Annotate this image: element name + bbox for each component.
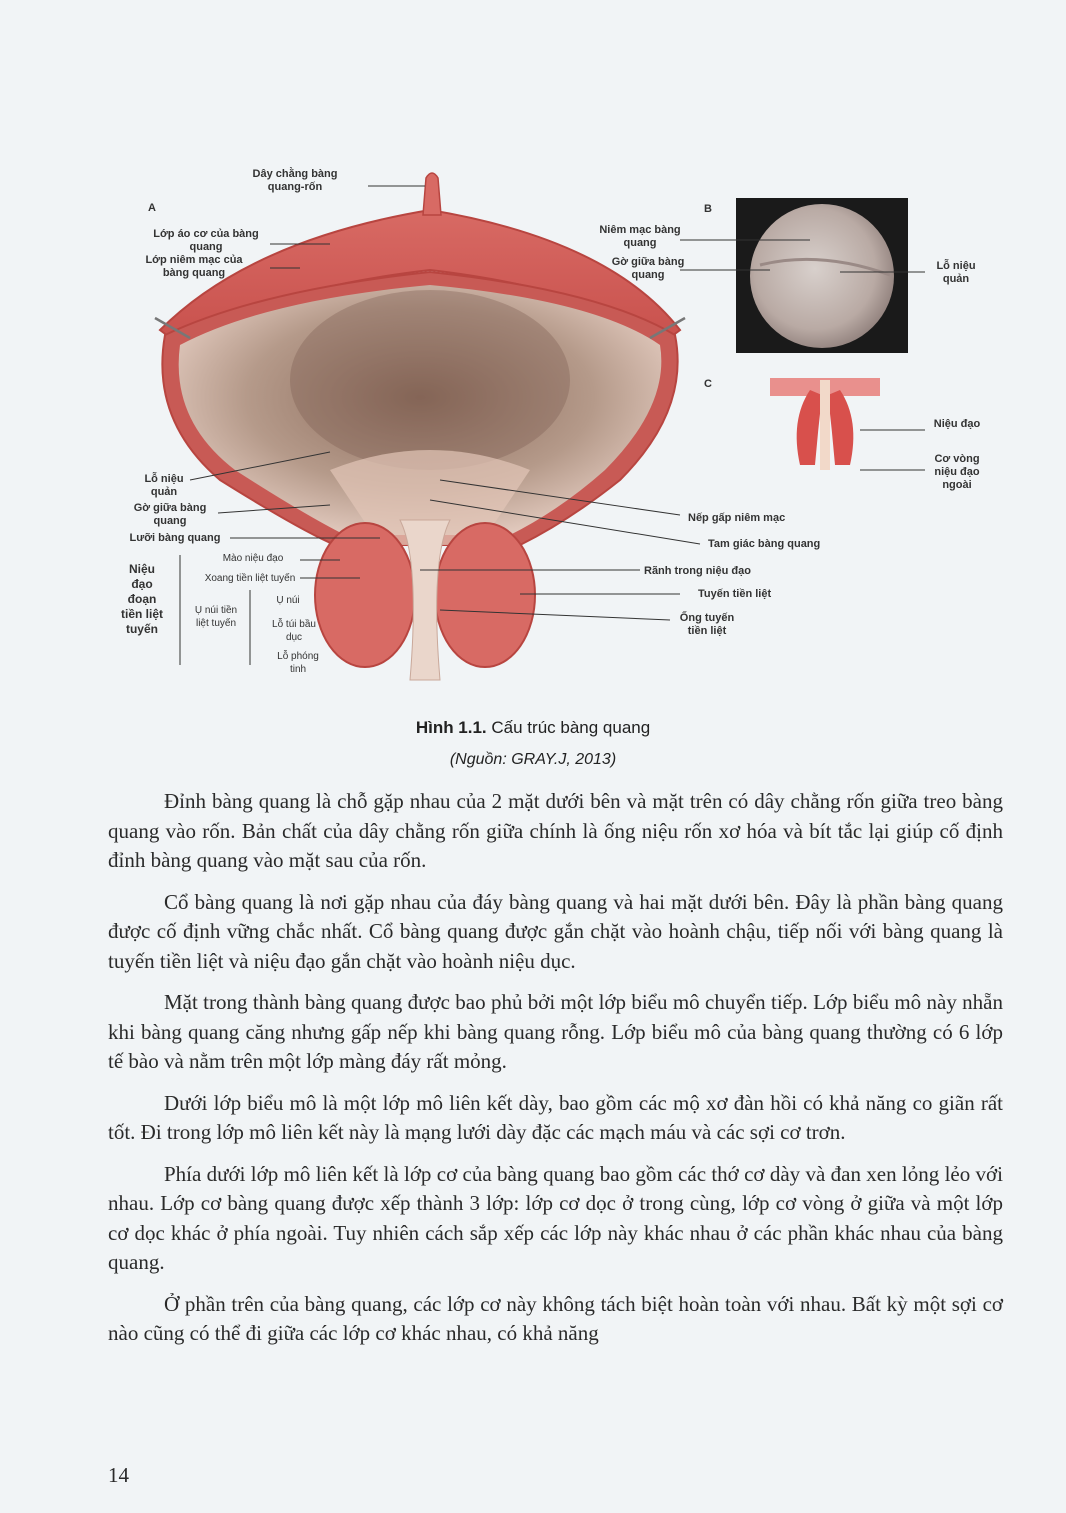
paragraph: Đỉnh bàng quang là chỗ gặp nhau của 2 mặt dưới bên và mặt trên có dây chằng rốn giữa treo bàng quang vào rốn. Bản chất của dây chằng rốn giữa chính là ống niệu rốn xơ hóa và bít tắc lại giúp cố định đỉnh bàng quang vào mặt sau của rốn. xyxy=(108,789,1003,872)
label-tam-giac: Tam giác bàng quang xyxy=(708,538,821,550)
body-text xyxy=(108,787,1003,1361)
label-lo-phong-tinh: Lỗ phóng tinh xyxy=(277,651,319,675)
label-day-chang: Dây chằng bàng quang-rốn xyxy=(252,168,338,193)
label-nieu-dao-doan: Niệu đạo đoạn tiền liệt tuyến xyxy=(120,562,163,636)
label-nep-gap: Nếp gấp niêm mạc xyxy=(688,512,786,524)
label-lo-tui-bau-duc: Lỗ túi bầu dục xyxy=(272,619,316,643)
figure-caption-text: Cấu trúc bàng quang xyxy=(486,718,651,737)
panel-label-a: A xyxy=(148,202,156,214)
paragraph: Phía dưới lớp mô liên kết là lớp cơ của bàng quang bao gồm các thớ cơ dày và đan xen lỏng lẻo với nhau. Lớp cơ bàng quang được xếp thành 3 lớp: lớp cơ dọc ở trong cùng, lớp cơ vòng ở giữa và một lớp cơ dọc khác ở phía ngoài. Tuy nhiên cách sắp xếp các lớp này khác nhau ở các phần khác nhau của bàng quang. xyxy=(108,1161,1003,1274)
label-ranh-trong: Rãnh trong niệu đạo xyxy=(644,565,751,577)
label-u-nui-tien-liet: Ụ núi tiền liệt tuyến xyxy=(194,605,238,629)
panel-label-c: C xyxy=(704,378,712,390)
figure-source: (Nguồn: GRAY.J, 2013) xyxy=(449,751,617,768)
label-mao-nieu-dao: Mào niệu đạo xyxy=(222,553,284,564)
label-co-vong: Cơ vòng niệu đạo ngoài xyxy=(934,453,980,491)
label-lo-nieu-quan-b: Lỗ niệu quản xyxy=(936,260,976,285)
label-lop-ao-co: Lớp áo cơ của bàng quang xyxy=(153,228,259,253)
label-lop-niem-mac: Lớp niêm mạc của bàng quang xyxy=(145,254,243,279)
label-luoi-bang-quang: Lưỡi bàng quang xyxy=(129,532,221,544)
label-tuyen-tien-liet: Tuyến tiền liệt xyxy=(698,588,772,600)
figure-bladder-structure xyxy=(0,0,1066,700)
label-lo-nieu-quan-a: Lỗ niệu quản xyxy=(144,473,184,498)
label-nieu-dao-c: Niệu đạo xyxy=(933,418,981,430)
label-xoang-tien-liet: Xoang tiền liệt tuyến xyxy=(204,573,296,584)
paragraph: Ở phần trên của bàng quang, các lớp cơ này không tách biệt hoàn toàn với nhau. Bất kỳ một sợi cơ nào cũng có thể đi giữa các lớp cơ khác nhau, có khả năng xyxy=(108,1291,1003,1345)
figure-caption-label: Hình 1.1. xyxy=(415,718,487,737)
paragraph: Dưới lớp biểu mô là một lớp mô liên kết dày, bao gồm các mộ xơ đàn hồi có khả năng co giãn rất tốt. Đi trong lớp mô liên kết này là mạng lưới dày đặc các mạch máu và các sợi cơ trơn. xyxy=(108,1090,1003,1144)
figure-caption xyxy=(0,718,1066,738)
label-ong-tuyen: Ống tuyến tiền liệt xyxy=(679,612,735,637)
label-go-giua-b: Gờ giữa bàng quang xyxy=(611,256,685,281)
page-number: 14 xyxy=(108,1463,129,1487)
panel-label-b: B xyxy=(704,203,712,215)
label-go-giua-a: Gờ giữa bàng quang xyxy=(133,502,207,527)
paragraph: Mặt trong thành bàng quang được bao phủ bởi một lớp biểu mô chuyển tiếp. Lớp biểu mô này nhẵn khi bàng quang căng nhưng gấp nếp khi bàng quang rỗng. Lớp biểu mô của bàng quang thường có 6 lớp tế bào và nằm trên một lớp màng đáy rất mỏng. xyxy=(108,990,1003,1073)
label-u-nui: Ụ núi xyxy=(276,595,300,606)
paragraph: Cổ bàng quang là nơi gặp nhau của đáy bàng quang và hai mặt dưới bên. Đây là phần bàng quang được cố định vững chắc nhất. Cổ bàng quang được gắn chặt vào hoành chậu, tiếp nối với bàng quang là tuyến tiền liệt và niệu đạo gắn chặt vào hoành niệu dục. xyxy=(108,889,1003,973)
label-niem-mac-b: Niêm mạc bàng quang xyxy=(599,224,681,249)
